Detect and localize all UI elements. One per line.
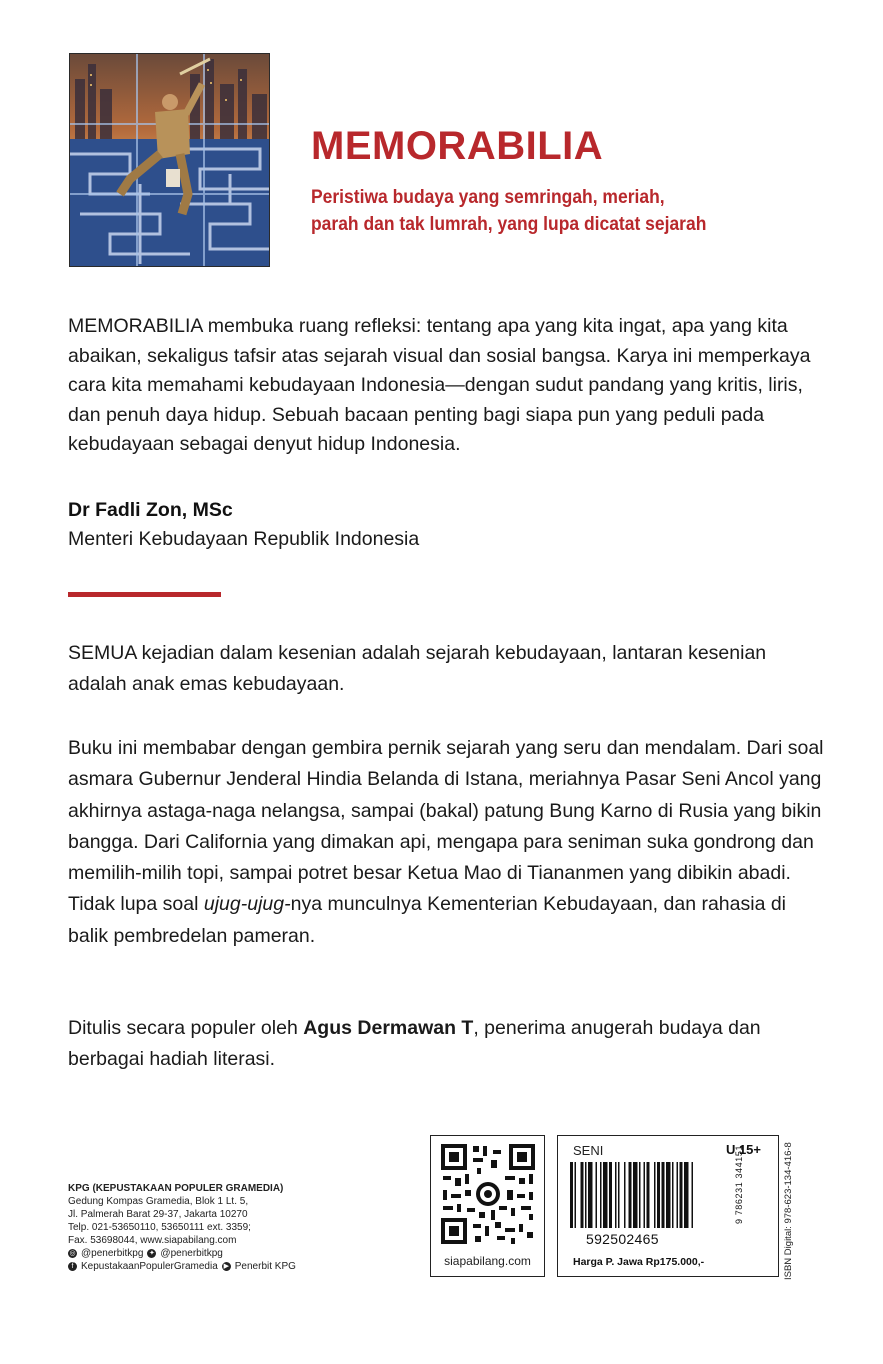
barcode-bar — [581, 1162, 584, 1228]
barcode-bar — [585, 1162, 587, 1228]
barcode-side-number: 9 786231 344151 — [734, 1144, 744, 1224]
barcode-bar — [692, 1162, 694, 1228]
publisher-info — [68, 1182, 328, 1273]
barcode-bar — [633, 1162, 638, 1228]
book-title: MEMORABILIA — [311, 124, 604, 168]
publisher-phone: Telp. 021-53650110, 53650111 ext. 3359; — [68, 1222, 251, 1233]
barcode-number: 592502465 — [586, 1231, 659, 1247]
p3-text-b: , penerima anugerah budaya dan berbagai hadiah literasi. — [68, 1017, 761, 1071]
barcode-bar — [588, 1162, 593, 1228]
barcode-bar — [629, 1162, 632, 1228]
subtitle-line-2: parah dan tak lumrah, yang lupa dicatat sejarah — [311, 214, 707, 235]
social-row-1 — [68, 1247, 328, 1260]
barcode-bar — [570, 1162, 573, 1228]
barcode-bar — [615, 1162, 617, 1228]
cover-painting — [69, 53, 270, 267]
p3-text-a: Ditulis secara populer oleh — [68, 1017, 304, 1039]
subtitle-line-1: Peristiwa budaya yang semringah, meriah, — [311, 187, 665, 208]
instagram-icon: ◎ — [69, 1250, 76, 1257]
social-row-2 — [68, 1260, 328, 1273]
book-subtitle — [311, 184, 789, 238]
barcode-bar — [624, 1162, 626, 1228]
endorser-role: Menteri Kebudayaan Republik Indonesia — [68, 528, 420, 550]
barcode-bar — [644, 1162, 646, 1228]
barcode-box — [557, 1135, 779, 1277]
barcode-bar — [647, 1162, 650, 1228]
barcode-icon — [570, 1162, 725, 1228]
endorsement-quote: MEMORABILIA membuka ruang refleksi: tentang apa yang kita ingat, apa yang kita abaikan, sekaligus tafsir atas sejarah visual dan sosial bangsa. Karya ini memperkaya cara kita memahami kebudayaan Indonesia—dengan sudut pandang yang kritis, liris, dan penuh daya hidup. Sebuah bacaan penting bagi siapa pun yang peduli pada kebudayaan sebagai denyut hidup Indonesia. — [68, 315, 811, 455]
price-label: Harga P. Jawa Rp175.000,- — [573, 1256, 705, 1268]
p2-italic: ujug-ujug- — [203, 893, 291, 916]
age-rating: U 15+ — [725, 1142, 761, 1157]
twitter-handle: @penerbitkpg — [160, 1248, 223, 1259]
qr-code-icon — [439, 1142, 537, 1246]
red-divider — [68, 592, 221, 597]
description-paragraph-1: SEMUA kejadian dalam kesenian adalah sejarah kebudayaan, lantaran kesenian adalah anak emas kebudayaan. — [68, 642, 767, 696]
barcode-bar — [684, 1162, 689, 1228]
facebook-handle: KepustakaanPopulerGramedia — [81, 1261, 218, 1272]
barcode-bar — [657, 1162, 660, 1228]
isbn-digital: ISBN Digital: 978-623-134-416-8 — [783, 1142, 794, 1280]
publisher-fax-web: Fax. 53698044, www.siapabilang.com — [68, 1235, 237, 1246]
endorser-name: Dr Fadli Zon, MSc — [68, 499, 233, 521]
youtube-icon: ▶ — [223, 1263, 229, 1270]
description-paragraph-3 — [68, 1013, 828, 1076]
barcode-bar — [666, 1162, 671, 1228]
barcode-bar — [603, 1162, 608, 1228]
barcode-category: SENI — [573, 1143, 604, 1158]
qr-code-box — [430, 1135, 545, 1277]
barcode-bar — [575, 1162, 577, 1228]
barcode-bar — [672, 1162, 674, 1228]
barcode-bar — [596, 1162, 598, 1228]
book-author: Agus Dermawan T — [303, 1017, 474, 1039]
p2-text-b: nya munculnya Kementerian Kebudayaan, dan rahasia di balik pembredelan pameran. — [68, 893, 787, 947]
barcode-bar — [662, 1162, 665, 1228]
barcode-bar — [609, 1162, 612, 1228]
barcode-bar — [618, 1162, 620, 1228]
qr-caption: siapabilang.com — [444, 1254, 531, 1268]
publisher-address-1: Gedung Kompas Gramedia, Blok 1 Lt. 5, — [68, 1196, 249, 1207]
publisher-address-2: Jl. Palmerah Barat 29-37, Jakarta 10270 — [68, 1209, 248, 1220]
instagram-handle: @penerbitkpg — [81, 1248, 144, 1259]
barcode-bar — [677, 1162, 679, 1228]
barcode-bar — [600, 1162, 602, 1228]
barcode-bar — [654, 1162, 656, 1228]
painting-climber-over-maze-city-icon — [70, 54, 270, 267]
p2-text-a: Buku ini membabar dengan gembira pernik sejarah yang seru dan mendalam. Dari soal asmara Gubernur Jenderal Hindia Belanda di Istana, meriahnya Pasar Seni Ancol yang akhirnya astaga-naga nelangsa, sampai (bakal) patung Bung Karno di Rusia yang bikin bangga. Dari California yang dimakan api, mengapa para seniman suka gondrong dan memilih-milih topi, sampai potret besar Ketua Mao di Tiananmen yang dibikin abadi. Tidak lupa soal — [68, 737, 824, 916]
twitter-icon: ✦ — [148, 1250, 155, 1257]
barcode-bar — [680, 1162, 683, 1228]
facebook-icon: f — [68, 1262, 77, 1271]
description-paragraph-2 — [68, 733, 828, 952]
youtube-handle: Penerbit KPG — [234, 1261, 296, 1272]
barcode-bar — [639, 1162, 641, 1228]
publisher-name: KPG (KEPUSTAKAAN POPULER GRAMEDIA) — [68, 1183, 284, 1194]
